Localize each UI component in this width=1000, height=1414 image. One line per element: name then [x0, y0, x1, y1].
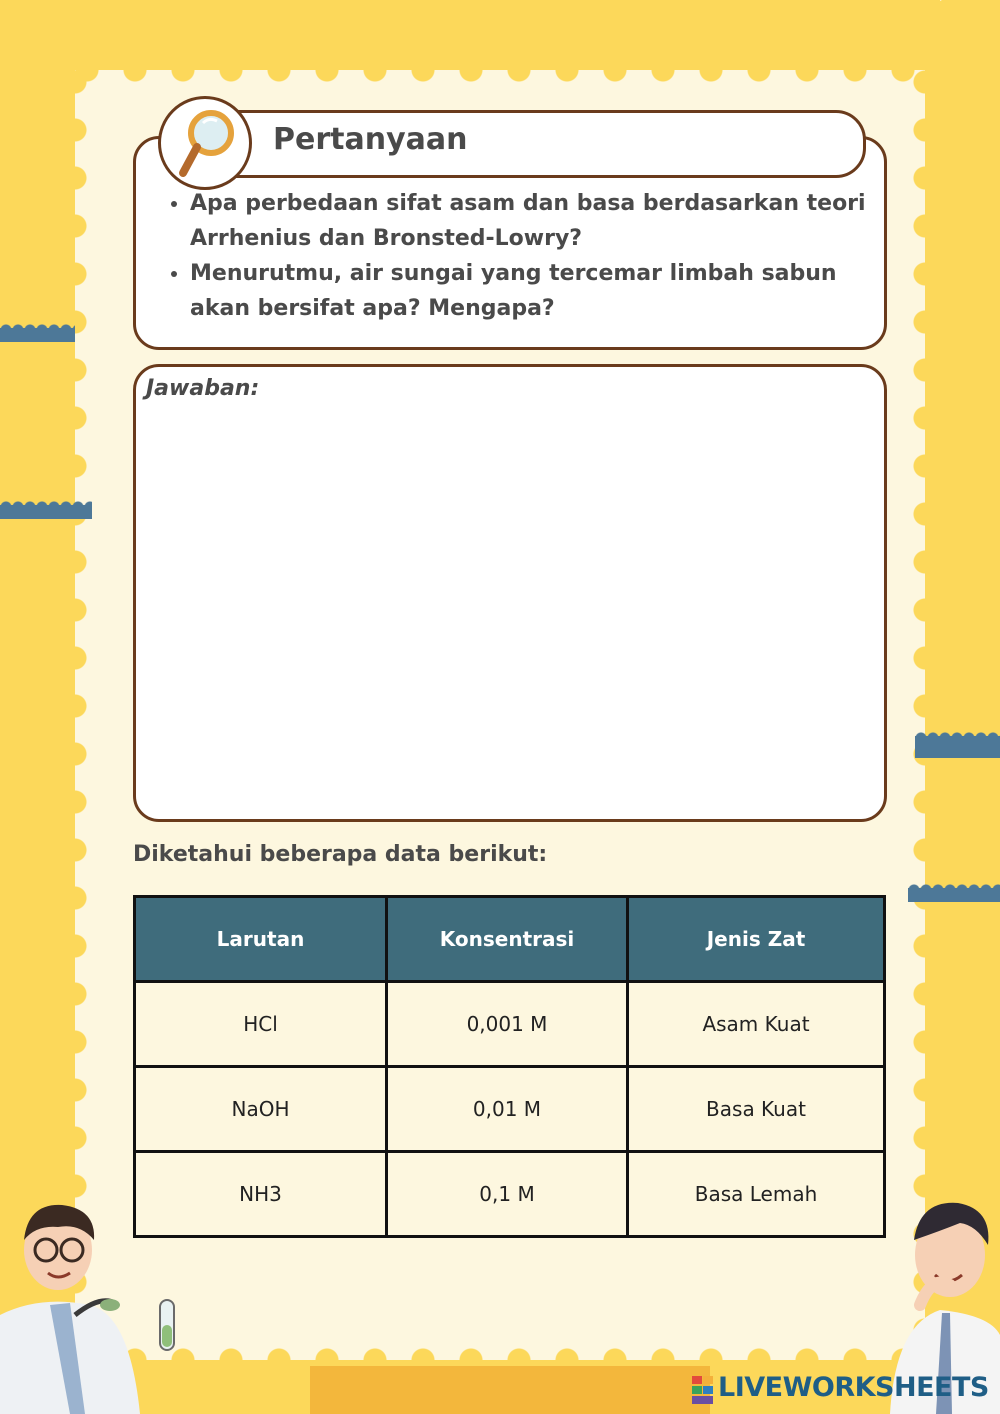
wave-strip [0, 328, 75, 342]
data-table [133, 895, 886, 1238]
cell-konsentrasi: 0,01 M [387, 1067, 628, 1152]
table-row [135, 1152, 885, 1237]
column-header-konsentrasi: Konsentrasi [387, 897, 628, 982]
liveworksheets-logo-icon [692, 1376, 714, 1404]
magnifier-badge [158, 96, 252, 190]
question-title: Pertanyaan [273, 122, 468, 157]
wave-strip [915, 736, 1000, 758]
question-item: • Menurutmu, air sungai yang tercemar limbah sabun akan bersifat apa? Mengapa? [190, 256, 890, 326]
question-item: • Apa perbedaan sifat asam dan basa berdasarkan teori Arrhenius dan Bronsted-Lowry? [190, 186, 890, 256]
column-header-larutan: Larutan [135, 897, 387, 982]
data-intro: Diketahui beberapa data berikut: [133, 842, 548, 867]
cell-jenis-zat: Basa Lemah [628, 1152, 885, 1237]
answer-input[interactable] [150, 412, 870, 806]
cell-larutan: HCl [135, 982, 387, 1067]
scallop-edge-left [63, 70, 87, 1360]
bottom-tab [310, 1366, 710, 1414]
wave-strip [0, 505, 92, 519]
answer-label: Jawaban: [146, 376, 260, 401]
wave-strip [908, 888, 1000, 902]
cell-jenis-zat: Asam Kuat [628, 982, 885, 1067]
cell-konsentrasi: 0,001 M [387, 982, 628, 1067]
scallop-edge-top [75, 58, 925, 82]
magnifier-icon [161, 99, 249, 187]
cell-konsentrasi: 0,1 M [387, 1152, 628, 1237]
liveworksheets-brand: LIVEWORKSHEETS [718, 1372, 989, 1403]
question-list [160, 186, 890, 326]
cell-larutan: NaOH [135, 1067, 387, 1152]
table-row [135, 1067, 885, 1152]
scientist-illustration [0, 1195, 200, 1414]
cell-jenis-zat: Basa Kuat [628, 1067, 885, 1152]
cell-larutan: NH3 [135, 1152, 387, 1237]
table-header-row [135, 897, 885, 982]
scallop-edge-right [913, 70, 937, 1360]
table-row [135, 982, 885, 1067]
column-header-jenis-zat: Jenis Zat [628, 897, 885, 982]
